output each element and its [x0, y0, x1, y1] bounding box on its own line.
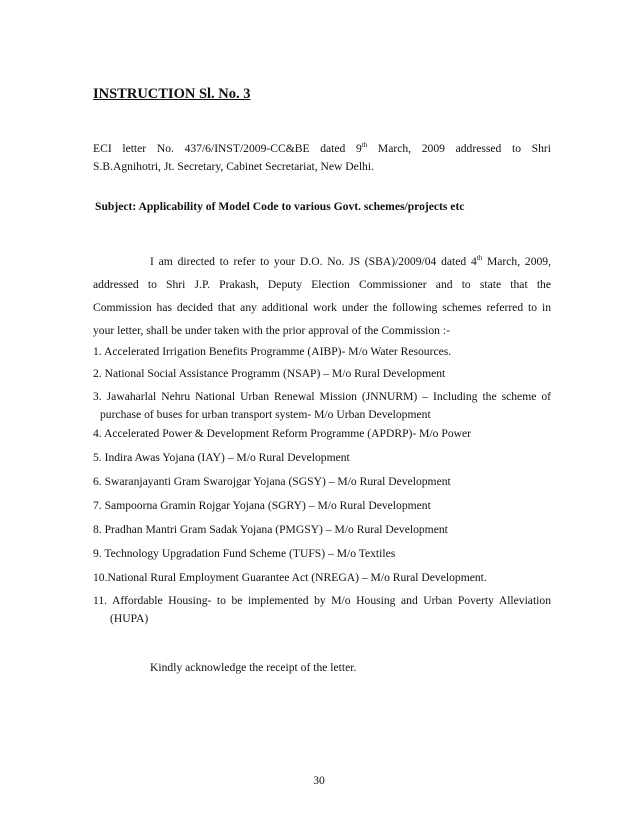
list-item-line: 1. Accelerated Irrigation Benefits Programme (AIBP)- M/o Water Resources.	[93, 345, 452, 358]
list-item-line: 5. Indira Awas Yojana (IAY) – M/o Rural Development	[93, 451, 350, 464]
paragraph-line-2: addressed to Shri J.P. Prakash, Deputy Election Commissioner and to state that the	[93, 278, 551, 291]
reference-line-1-text: ECI letter No. 437/6/INST/2009-CC&BE dated 9	[93, 142, 362, 155]
list-item-line: 8. Pradhan Mantri Gram Sadak Yojana (PMGSY) – M/o Rural Development	[93, 523, 448, 536]
list-item	[93, 365, 551, 383]
instruction-heading: INSTRUCTION Sl. No. 3	[93, 86, 251, 102]
list-item-line: 11. Affordable Housing- to be implemented by M/o Housing and Urban Poverty Alleviation	[93, 594, 551, 607]
list-item	[93, 521, 551, 539]
paragraph-line-1-text: I am directed to refer to your D.O. No. JS (SBA)/2009/04 dated 4	[150, 255, 477, 268]
paragraph-line-1-end: March, 2009,	[482, 255, 551, 268]
reference-line-1	[93, 140, 551, 158]
list-item	[93, 388, 551, 424]
reference-block	[93, 140, 551, 176]
subject-line: Subject: Applicability of Model Code to various Govt. schemes/projects etc	[95, 200, 465, 213]
list-item-line: 7. Sampoorna Gramin Rojgar Yojana (SGRY) – M/o Rural Development	[93, 499, 431, 512]
reference-line-1-end: March, 2009 addressed to Shri	[367, 142, 551, 155]
page-number: 30	[313, 774, 325, 787]
list-item-line: 2. National Social Assistance Programm (NSAP) – M/o Rural Development	[93, 367, 446, 380]
list-item	[93, 545, 551, 563]
list-item	[93, 592, 551, 628]
paragraph-line-1	[93, 253, 551, 276]
body-paragraph	[93, 253, 551, 345]
reference-ordinal: th	[361, 141, 368, 150]
list-item	[93, 473, 551, 491]
list-item-line: 4. Accelerated Power & Development Reform Programme (APDRP)- M/o Power	[93, 427, 472, 440]
closing-line: Kindly acknowledge the receipt of the letter.	[150, 661, 357, 674]
list-item	[93, 343, 551, 361]
list-item	[93, 449, 551, 467]
reference-line-2: S.B.Agnihotri, Jt. Secretary, Cabinet Secretariat, New Delhi.	[93, 160, 374, 173]
list-item-line: (HUPA)	[110, 612, 149, 625]
list-item-line: purchase of buses for urban transport system- M/o Urban Development	[100, 408, 431, 421]
paragraph-line-3: Commission has decided that any additional work under the following schemes referred to in	[93, 301, 551, 314]
list-item-line: 6. Swaranjayanti Gram Swarojgar Yojana (SGSY) – M/o Rural Development	[93, 475, 451, 488]
list-item	[93, 497, 551, 515]
list-item-line: 3. Jawaharlal Nehru National Urban Renewal Mission (JNNURM) – Including the scheme of	[93, 390, 551, 403]
list-item	[93, 569, 551, 587]
list-item	[93, 425, 551, 443]
paragraph-ordinal: th	[476, 254, 483, 263]
paragraph-line-4: your letter, shall be under taken with the prior approval of the Commission :-	[93, 324, 450, 337]
list-item-line: 9. Technology Upgradation Fund Scheme (TUFS) – M/o Textiles	[93, 547, 396, 560]
list-item-line: 10.National Rural Employment Guarantee Act (NREGA) – M/o Rural Development.	[93, 571, 487, 584]
